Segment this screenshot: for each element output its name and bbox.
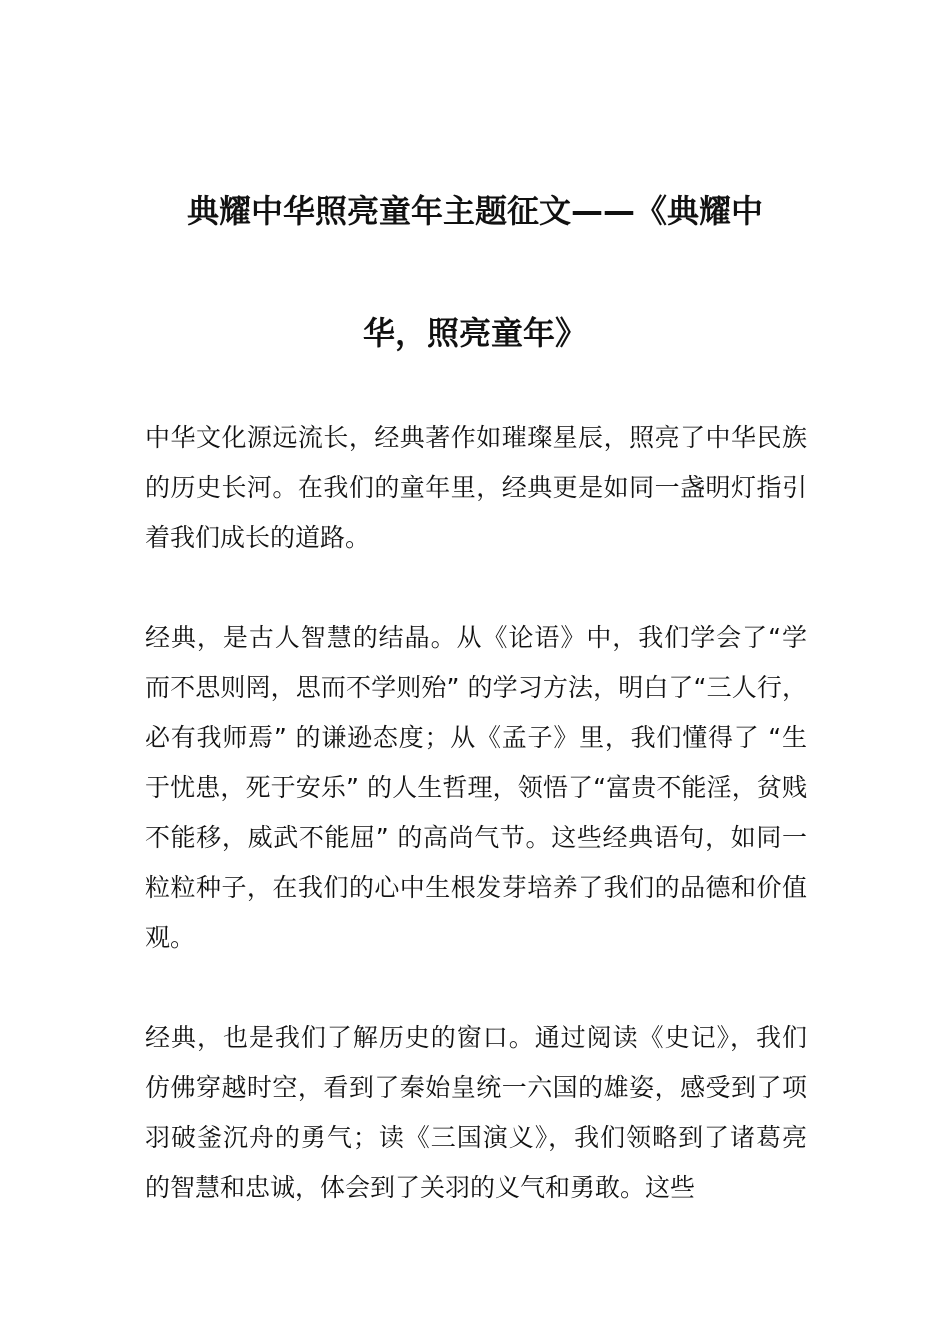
document-body — [145, 413, 807, 1263]
paragraph-2: 经典，是古人智慧的结晶。从《论语》中，我们学会了“学而不思则罔，思而不学则殆” 的学习方法，明白了“三人行，必有我师焉” 的谦逊态度；从《孟子》里，我们懂得了 “生于忧患，死于安乐” 的人生哲理，领悟了“富贵不能淫，贫贱不能移，威武不能屈” 的高尚气节。这些经典语句，如同一粒粒种子，在我们的心中生根发芽培养了我们的品德和价值观。 — [145, 623, 807, 952]
title-line-2: 华，照亮童年》 — [362, 314, 587, 352]
title-line-1: 典耀中华照亮童年主题征文——《典耀中 — [186, 192, 763, 230]
document-title — [145, 150, 805, 394]
paragraph-1: 中华文化源远流长，经典著作如璀璨星辰，照亮了中华民族的历史长河。在我们的童年里，经典更是如同一盏明灯指引着我们成长的道路。 — [145, 423, 807, 552]
paragraph-3: 经典，也是我们了解历史的窗口。通过阅读《史记》，我们仿佛穿越时空，看到了秦始皇统一六国的雄姿，感受到了项羽破釜沉舟的勇气；读《三国演义》，我们领略到了诸葛亮的智慧和忠诚，体会到了关羽的义气和勇敢。这些 — [145, 1023, 807, 1202]
